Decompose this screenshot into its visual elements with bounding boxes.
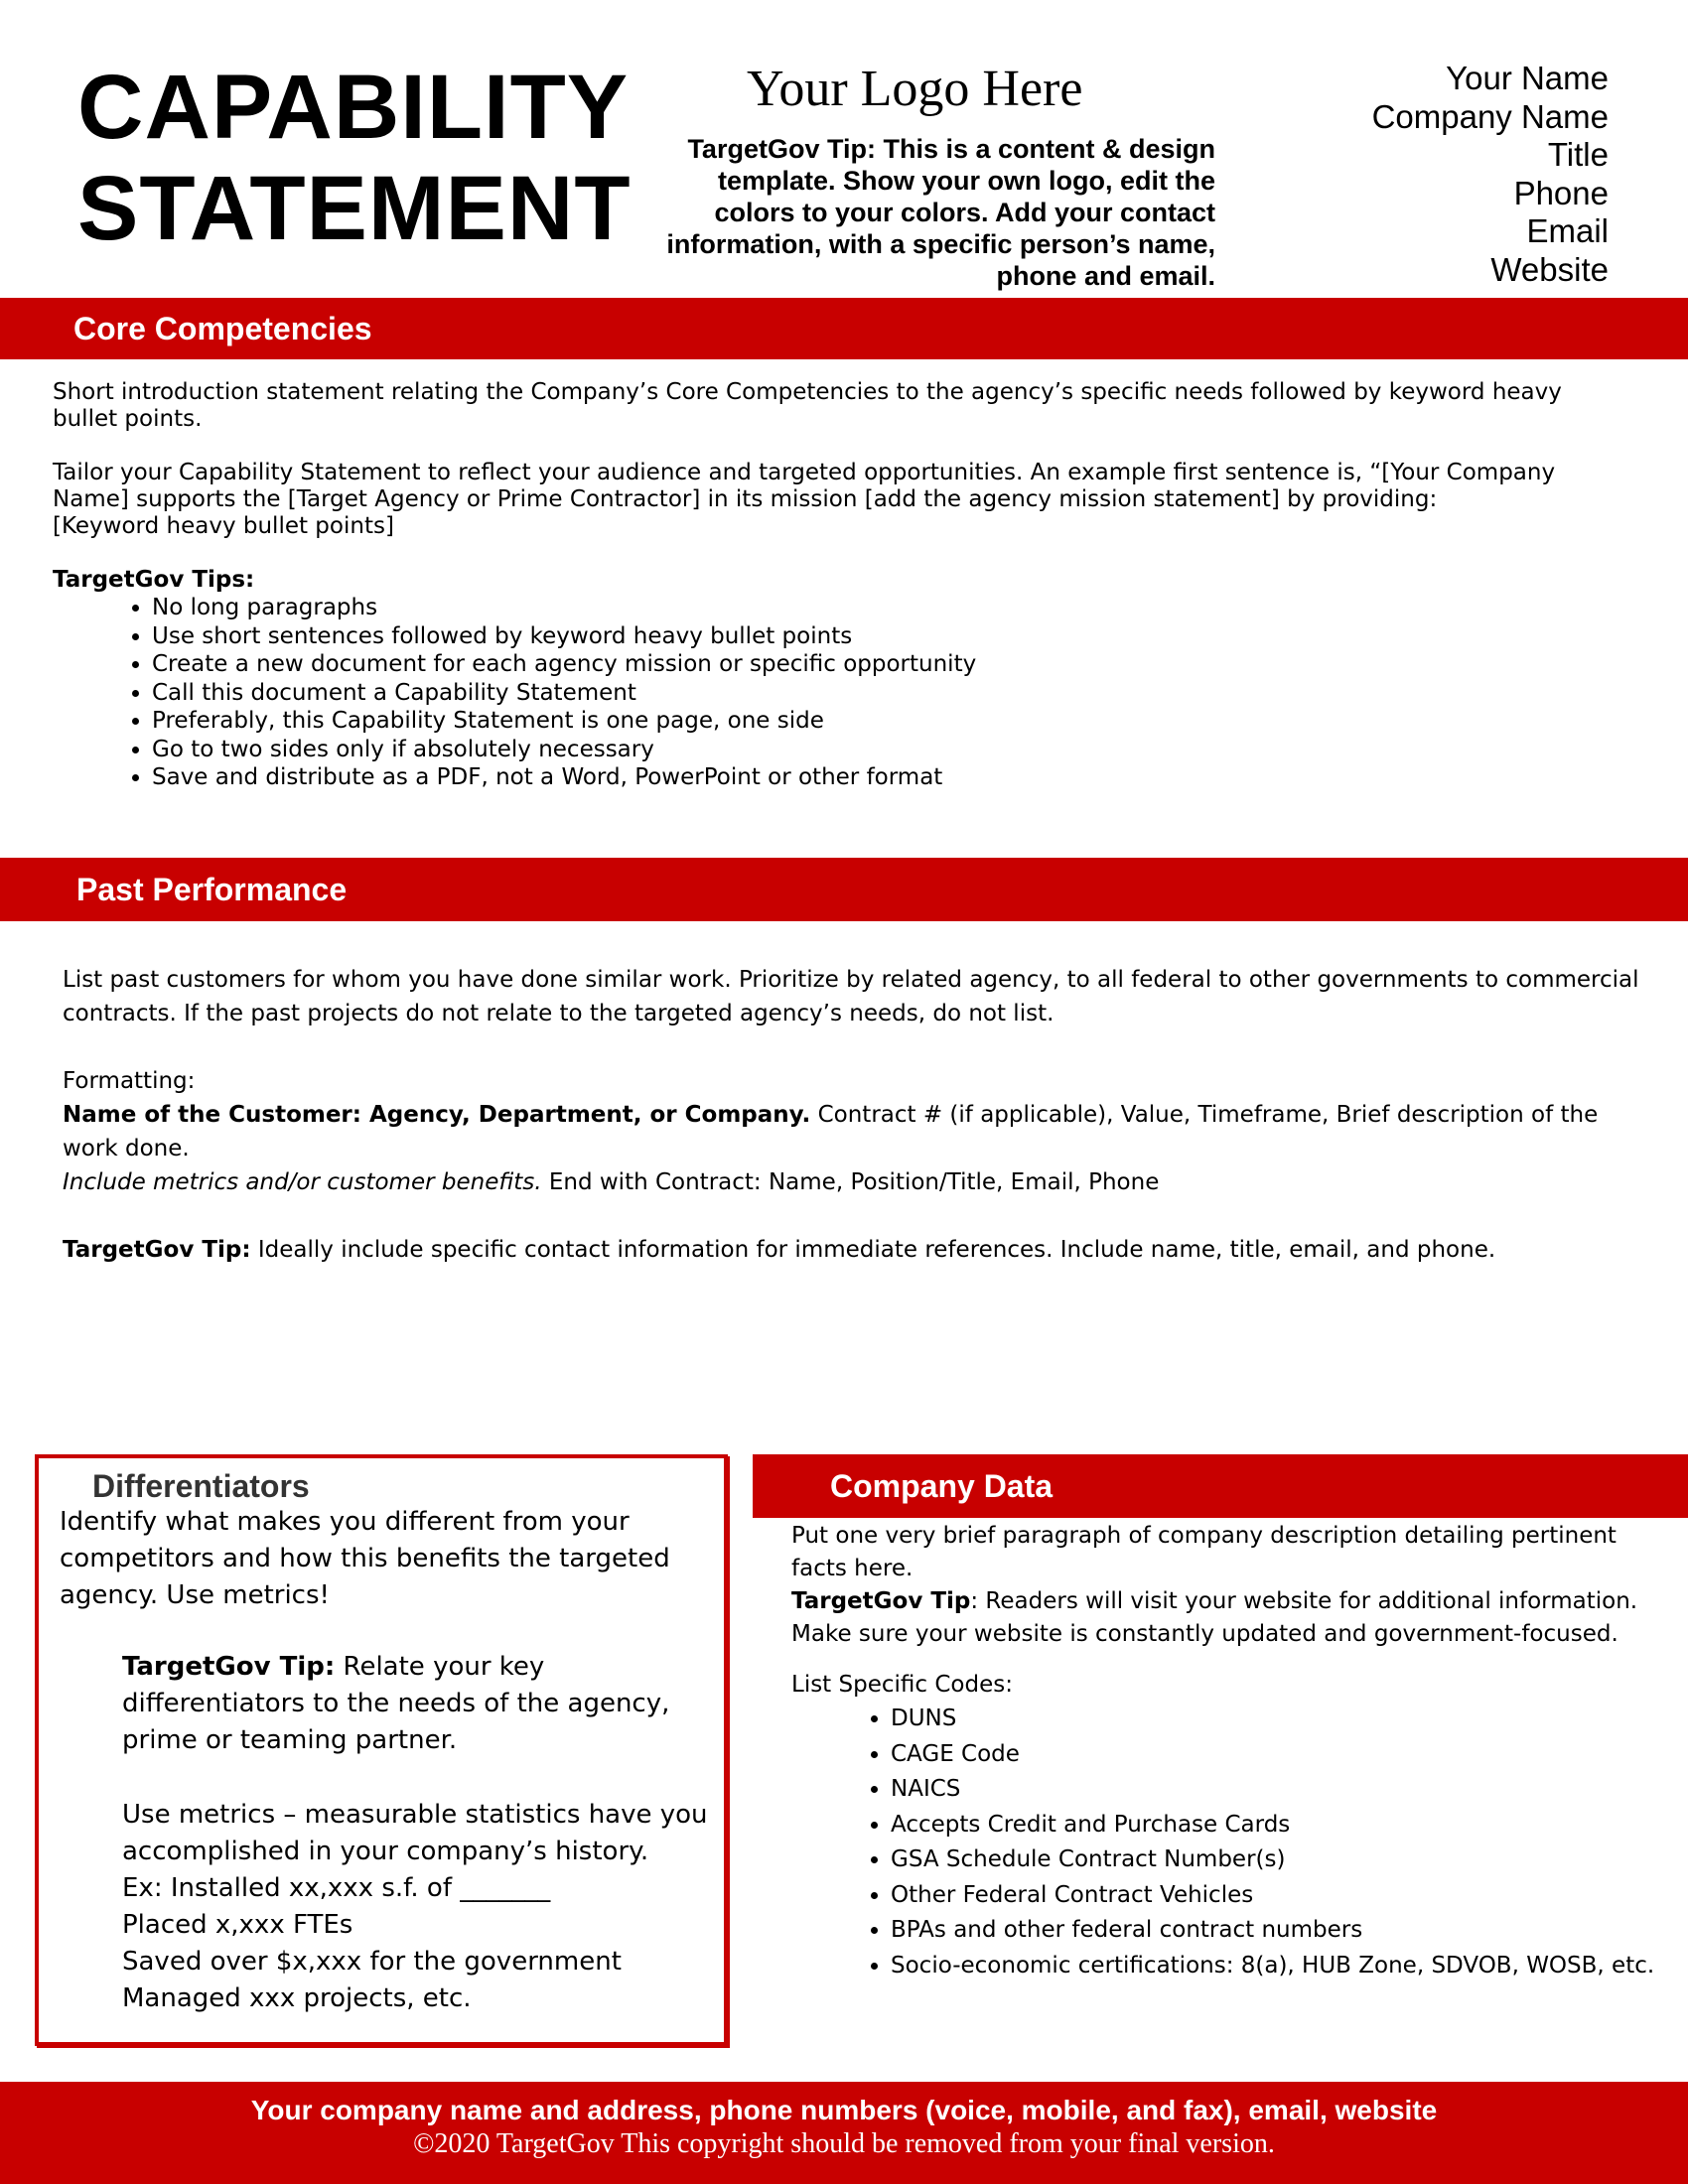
past-tip-label: TargetGov Tip: <box>63 1237 251 1263</box>
list-item: • GSA Schedule Contract Number(s) <box>891 1843 1665 1878</box>
metrics-line: Use metrics – measurable statistics have you accomplished in your company’s history. <box>122 1800 708 1866</box>
past-metrics-rest: End with Contract: Name, Position/Title, Email, Phone <box>541 1169 1160 1195</box>
list-item: • BPAs and other federal contract numbers <box>891 1913 1665 1949</box>
past-performance-heading: Past Performance <box>76 871 348 907</box>
header-tip-line: phone and email. <box>996 261 1215 291</box>
past-formatting-label: Formatting: <box>63 1068 196 1094</box>
footer-contact-line: Your company name and address, phone numbers (voice, mobile, and fax), email, website <box>250 2095 1438 2125</box>
header-tip-line: TargetGov Tip: This is a content & design <box>687 134 1215 164</box>
differentiators-intro: Identify what makes you different from your competitors and how this benefits the targeted agency. Use metrics! <box>60 1507 670 1610</box>
metrics-line: Ex: Installed xx,xxx s.f. of _______ <box>122 1873 551 1903</box>
contact-phone: Phone <box>1513 174 1609 211</box>
company-data-heading: Company Data <box>830 1467 1054 1504</box>
list-item: • NAICS <box>891 1772 1665 1808</box>
list-item: • Preferably, this Capability Statement is one page, one side <box>152 707 1631 736</box>
title-line-2: STATEMENT <box>77 158 632 259</box>
header-tip <box>635 133 1215 292</box>
differentiators-box <box>35 1454 728 2046</box>
core-competencies-body <box>53 379 1631 792</box>
company-data-band <box>753 1454 1688 1518</box>
contact-company: Company Name <box>1371 97 1609 135</box>
past-customer-label: Name of the Customer: Agency, Department, or Company. <box>63 1102 811 1128</box>
metrics-line: Managed xxx projects, etc. <box>122 1983 472 2013</box>
contact-title: Title <box>1547 136 1609 173</box>
list-item: • Socio-economic certifications: 8(a), HUB Zone, SDVOB, WOSB, etc. <box>891 1949 1665 1984</box>
list-item: • Accepts Credit and Purchase Cards <box>891 1808 1665 1843</box>
differentiators-metrics <box>122 1797 708 2017</box>
core-tips-label: TargetGov Tips: <box>53 567 255 593</box>
company-data-body <box>791 1520 1665 1983</box>
list-item: • Create a new document for each agency mission or specific opportunity <box>152 650 1631 679</box>
core-intro: Short introduction statement relating the Company’s Core Competencies to the agency’s specific needs followed by keyword heavy bullet points. <box>53 379 1562 432</box>
differentiators-tip-label: TargetGov Tip: <box>122 1652 336 1682</box>
list-item: • Use short sentences followed by keyword heavy bullet points <box>152 622 1631 651</box>
past-tip-rest: Ideally include specific contact information for immediate references. Include name, title, email, and phone. <box>250 1237 1496 1263</box>
company-tip-rest: : Readers will visit your website for additional information. Make sure your website is constantly updated and government-focused. <box>791 1588 1638 1647</box>
title-line-1: CAPABILITY <box>77 57 630 158</box>
past-customer-rest: Contract # (if applicable), Value, Timeframe, Brief description of the work done. <box>63 1102 1599 1161</box>
contact-website: Website <box>1490 250 1609 288</box>
company-codes-label: List Specific Codes: <box>791 1672 1013 1698</box>
company-intro: Put one very brief paragraph of company description detailing pertinent facts here. <box>791 1523 1617 1581</box>
past-format-line <box>63 1098 1651 1165</box>
core-competencies-heading: Core Competencies <box>73 310 372 346</box>
list-item: • Go to two sides only if absolutely necessary <box>152 736 1631 764</box>
company-tip <box>791 1585 1665 1651</box>
contact-email: Email <box>1526 212 1609 249</box>
header-tip-line: template. Show your own logo, edit the <box>717 166 1215 196</box>
contact-name: Your Name <box>1446 60 1609 96</box>
footer-band <box>0 2082 1688 2184</box>
list-item: • Other Federal Contract Vehicles <box>891 1878 1665 1914</box>
metrics-line: Saved over $x,xxx for the government <box>122 1947 622 1977</box>
metrics-line: Placed x,xxx FTEs <box>122 1910 353 1940</box>
header-tip-line: information, with a specific person’s name, <box>666 229 1215 259</box>
list-item: • No long paragraphs <box>152 594 1631 622</box>
past-metrics-line <box>63 1165 1651 1199</box>
differentiators-tip <box>122 1649 708 1759</box>
company-tip-label: TargetGov Tip <box>791 1588 971 1614</box>
footer-copyright: ©2020 TargetGov This copyright should be removed from your final version. <box>413 2128 1275 2159</box>
logo-placeholder: Your Logo Here <box>747 61 1083 117</box>
header-tip-line: colors to your colors. Add your contact <box>714 198 1215 227</box>
list-item: • CAGE Code <box>891 1737 1665 1773</box>
past-performance-body <box>63 963 1651 1267</box>
differentiators-tip-rest: Relate your key differentiators to the needs of the agency, prime or teaming partner. <box>122 1652 670 1755</box>
past-performance-band <box>0 858 1688 921</box>
past-metrics-italic: Include metrics and/or customer benefits. <box>63 1169 542 1195</box>
core-tips-list <box>53 594 1631 792</box>
past-tip <box>63 1233 1651 1267</box>
list-item: • Call this document a Capability Statement <box>152 679 1631 708</box>
core-tailor: Tailor your Capability Statement to reflect your audience and targeted opportunities. An example first sentence is, “[Your Company Name] supports the [Target Agency or Prime Contractor] in its mission [add the agency mission statement] by providing: <box>53 460 1556 512</box>
past-intro: List past customers for whom you have done similar work. Prioritize by related agency, to all federal to other governments to commercial contracts. If the past projects do not relate to the targeted agency’s needs, do not list. <box>63 967 1639 1026</box>
list-item: • Save and distribute as a PDF, not a Word, PowerPoint or other format <box>152 763 1631 792</box>
company-codes-list <box>791 1702 1665 1983</box>
core-tailor-bullets: [Keyword heavy bullet points] <box>53 513 394 539</box>
contact-block <box>1291 60 1609 289</box>
differentiators-heading: Differentiators <box>92 1468 310 1504</box>
list-item: • DUNS <box>891 1702 1665 1737</box>
core-competencies-band <box>0 298 1688 359</box>
